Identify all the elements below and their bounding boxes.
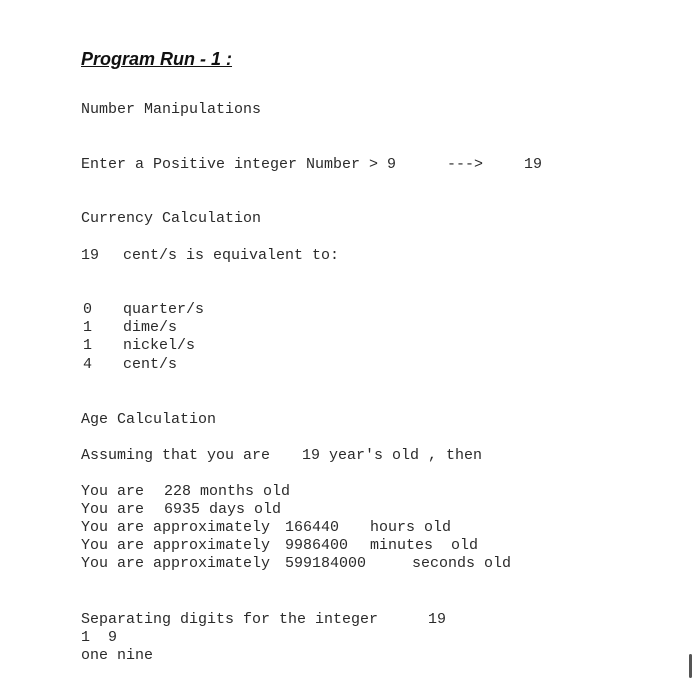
digits-label: Separating digits for the integer [81,611,379,628]
digits-words: one nine [81,647,154,664]
currency-unit: dime/s [123,319,178,336]
digits-line: 1 9 [81,629,118,646]
currency-count: 1 [83,337,93,354]
age-line-suffix: hours old [370,519,452,536]
scrollbar-thumb[interactable] [689,654,692,678]
currency-title: Currency Calculation [81,210,262,227]
currency-unit: quarter/s [123,301,205,318]
currency-unit: nickel/s [123,337,196,354]
age-line-prefix: You are [81,501,145,518]
currency-unit: cent/s [123,356,178,373]
currency-count: 1 [83,319,93,336]
age-line-prefix: You are approximately [81,555,271,572]
age-assume-value: 19 year's old , then [302,447,483,464]
currency-equiv-text: cent/s is equivalent to: [123,247,340,264]
age-assume-prefix: Assuming that you are [81,447,271,464]
page-heading: Program Run - 1 : [81,49,233,69]
currency-count: 0 [83,301,93,318]
age-line-prefix: You are approximately [81,519,271,536]
age-line-value: 166440 [285,519,340,536]
currency-count: 4 [83,356,93,373]
age-line-suffix: seconds old [412,555,512,572]
prompt-value: 19 [524,156,543,173]
age-line-value: 9986400 [285,537,349,554]
digits-integer: 19 [428,611,447,628]
age-line-prefix: You are approximately [81,537,271,554]
prompt-arrow: ---> [447,156,484,173]
program-title: Number Manipulations [81,101,262,118]
prompt-label: Enter a Positive integer Number > 9 [81,156,397,173]
age-line-value: 599184000 [285,555,367,572]
age-title: Age Calculation [81,411,217,428]
age-line-suffix: minutes old [370,537,479,554]
age-line-value: 228 months old [164,483,291,500]
age-line-value: 6935 days old [164,501,282,518]
currency-amount: 19 [81,247,100,264]
age-line-prefix: You are [81,483,145,500]
